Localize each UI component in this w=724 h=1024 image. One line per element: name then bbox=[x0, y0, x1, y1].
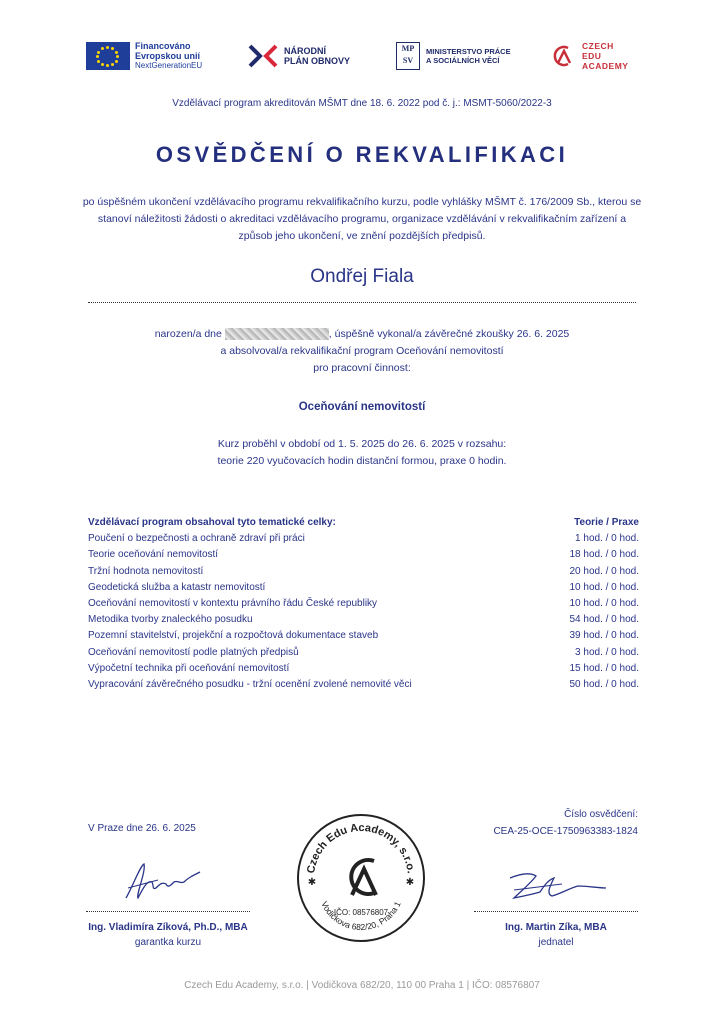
signature-left-icon bbox=[118, 858, 218, 908]
topic-cell: Tržní hodnota nemovitostí bbox=[88, 565, 204, 577]
born-line3: pro pracovní činnost: bbox=[313, 362, 411, 374]
table-row bbox=[88, 612, 639, 628]
eu-flag-icon bbox=[86, 42, 130, 70]
topic-cell: Metodika tvorby znaleckého posudku bbox=[88, 614, 253, 626]
topic-cell: Geodetická služba a katastr nemovitostí bbox=[88, 581, 266, 593]
mpsv-mark-icon: MP SV bbox=[396, 42, 420, 70]
company-stamp bbox=[294, 811, 428, 945]
table-row bbox=[88, 531, 639, 547]
mpsv-logo bbox=[396, 36, 511, 76]
place-date: V Praze dne 26. 6. 2025 bbox=[88, 823, 196, 834]
program-name: Oceňování nemovitostí bbox=[298, 401, 426, 413]
hours-cell: 3 hod. / 0 hod. bbox=[575, 646, 639, 658]
certificate-number-label: Číslo osvědčení: bbox=[564, 809, 638, 820]
stamp-bottom-text: Vodičkova 682/20, Praha 1 bbox=[319, 899, 403, 933]
eu-logo bbox=[86, 36, 202, 76]
table-row bbox=[88, 661, 639, 677]
table-header-right: Teorie / Praxe bbox=[574, 517, 639, 528]
intro-text: po úspěšném ukončení vzdělávacího programu rekvalifikačního kurzu, podle vyhlášky MŠMT č. 176/2009 Sb., kterou se stanoví náležitosti žádosti o akreditaci vzdělávacího programu, organizace vzdělávání v rekvalifikačním zařízení a způsob jeho ukončení, ve znění pozdějších předpisů. bbox=[82, 196, 642, 242]
period-line1: Kurz proběhl v období od 1. 5. 2025 do 26. 6. 2025 v rozsahu: bbox=[217, 438, 507, 450]
hours-cell: 20 hod. / 0 hod. bbox=[569, 565, 639, 577]
born-line2: a absolvoval/a rekvalifikační program Oceňování nemovitostí bbox=[220, 345, 504, 357]
cea-logo bbox=[550, 36, 628, 76]
table-header-left: Vzdělávací program obsahoval tyto tematické celky: bbox=[88, 517, 336, 528]
topic-cell: Oceňování nemovitostí podle platných předpisů bbox=[88, 646, 299, 658]
certificate-number-block bbox=[493, 806, 638, 840]
eu-text-line1: Financováno bbox=[135, 41, 191, 51]
eu-text-line3: NextGenerationEU bbox=[135, 61, 203, 70]
accreditation-note: Vzdělávací program akreditován MŠMT dne 18. 6. 2022 pod č. j.: MSMT-5060/2022-3 bbox=[172, 98, 552, 109]
topic-cell: Pozemní stavitelství, projekční a rozpočtová dokumentace staveb bbox=[88, 630, 379, 642]
stamp-ico-text: IČO: 08576807 bbox=[333, 908, 389, 917]
stamp-star-right-icon: ✱ bbox=[405, 877, 415, 888]
topics-table bbox=[88, 515, 639, 693]
hours-cell: 50 hod. / 0 hod. bbox=[569, 678, 639, 690]
footer: Czech Edu Academy, s.r.o. | Vodičkova 682/20, 110 00 Praha 1 | IČO: 08576807 bbox=[184, 980, 540, 991]
course-period bbox=[0, 436, 724, 470]
stamp-cea-mark-icon bbox=[351, 860, 376, 895]
stamp-top-text: Czech Edu Academy, s.r.o. bbox=[305, 821, 417, 875]
hours-cell: 39 hod. / 0 hod. bbox=[569, 630, 639, 642]
signature-right-icon bbox=[500, 864, 610, 908]
period-line2: teorie 220 vyučovacích hodin distanční formou, praxe 0 hodin. bbox=[217, 455, 507, 467]
signatory-left-role: garantka kurzu bbox=[134, 937, 202, 948]
signature-left-line bbox=[86, 911, 250, 912]
table-row bbox=[88, 547, 639, 563]
signatory-right-role: jednatel bbox=[538, 937, 574, 948]
topic-cell: Poučení o bezpečnosti a ochraně zdraví při práci bbox=[88, 533, 305, 545]
table-row bbox=[88, 596, 639, 612]
npo-arrows-icon bbox=[248, 42, 278, 70]
birth-completion-text bbox=[0, 326, 724, 377]
table-row bbox=[88, 580, 639, 596]
table-row bbox=[88, 564, 639, 580]
topic-cell: Teorie oceňování nemovitostí bbox=[88, 549, 219, 561]
hours-cell: 10 hod. / 0 hod. bbox=[569, 581, 639, 593]
signatory-left-name: Ing. Vladimíra Zíková, Ph.D., MBA bbox=[88, 922, 248, 933]
cea-mark-icon bbox=[550, 43, 576, 69]
born-suffix: , úspěšně vykonal/a závěrečné zkoušky 26. 6. 2025 bbox=[328, 328, 570, 340]
hours-cell: 15 hod. / 0 hod. bbox=[569, 662, 639, 674]
signatory-right-name: Ing. Martin Zíka, MBA bbox=[505, 922, 607, 933]
hours-cell: 18 hod. / 0 hod. bbox=[569, 549, 639, 561]
mpsv-text-line2: A SOCIÁLNÍCH VĚCÍ bbox=[426, 56, 500, 65]
cea-text-line1: CZECH bbox=[582, 41, 614, 51]
topic-cell: Vypracování závěrečného posudku - tržní ocenění zvolené nemovité věci bbox=[88, 678, 412, 690]
mpsv-text-line1: MINISTERSTVO PRÁCE bbox=[426, 47, 511, 56]
table-row bbox=[88, 677, 639, 693]
certificate-number: CEA-25-OCE-1750963383-1824 bbox=[493, 826, 638, 837]
table-header bbox=[88, 515, 639, 531]
table-row bbox=[88, 645, 639, 661]
hours-cell: 1 hod. / 0 hod. bbox=[575, 533, 639, 545]
born-prefix: narozen/a dne bbox=[154, 328, 222, 340]
person-name: Ondřej Fiala bbox=[310, 266, 414, 287]
npo-logo bbox=[248, 36, 350, 76]
npo-text-line1: NÁRODNÍ bbox=[284, 46, 326, 56]
table-row bbox=[88, 628, 639, 644]
redacted-birthdate bbox=[225, 328, 329, 340]
hours-cell: 10 hod. / 0 hod. bbox=[569, 597, 639, 609]
cea-text-line2: EDU bbox=[582, 51, 602, 61]
certificate-title: OSVĚDČENÍ O REKVALIFIKACI bbox=[155, 142, 569, 167]
topic-cell: Oceňování nemovitostí v kontextu právního řádu České republiky bbox=[88, 597, 378, 609]
hours-cell: 54 hod. / 0 hod. bbox=[569, 614, 639, 626]
topic-cell: Výpočetní technika při oceňování nemovitostí bbox=[88, 662, 290, 674]
npo-text-line2: PLÁN OBNOVY bbox=[284, 56, 351, 66]
stamp-star-left-icon: ✱ bbox=[307, 877, 317, 888]
eu-text-line2: Evropskou unií bbox=[135, 51, 201, 61]
signature-right-line bbox=[474, 911, 638, 912]
name-dotted-line bbox=[88, 302, 636, 303]
cea-text-line3: ACADEMY bbox=[582, 61, 629, 71]
